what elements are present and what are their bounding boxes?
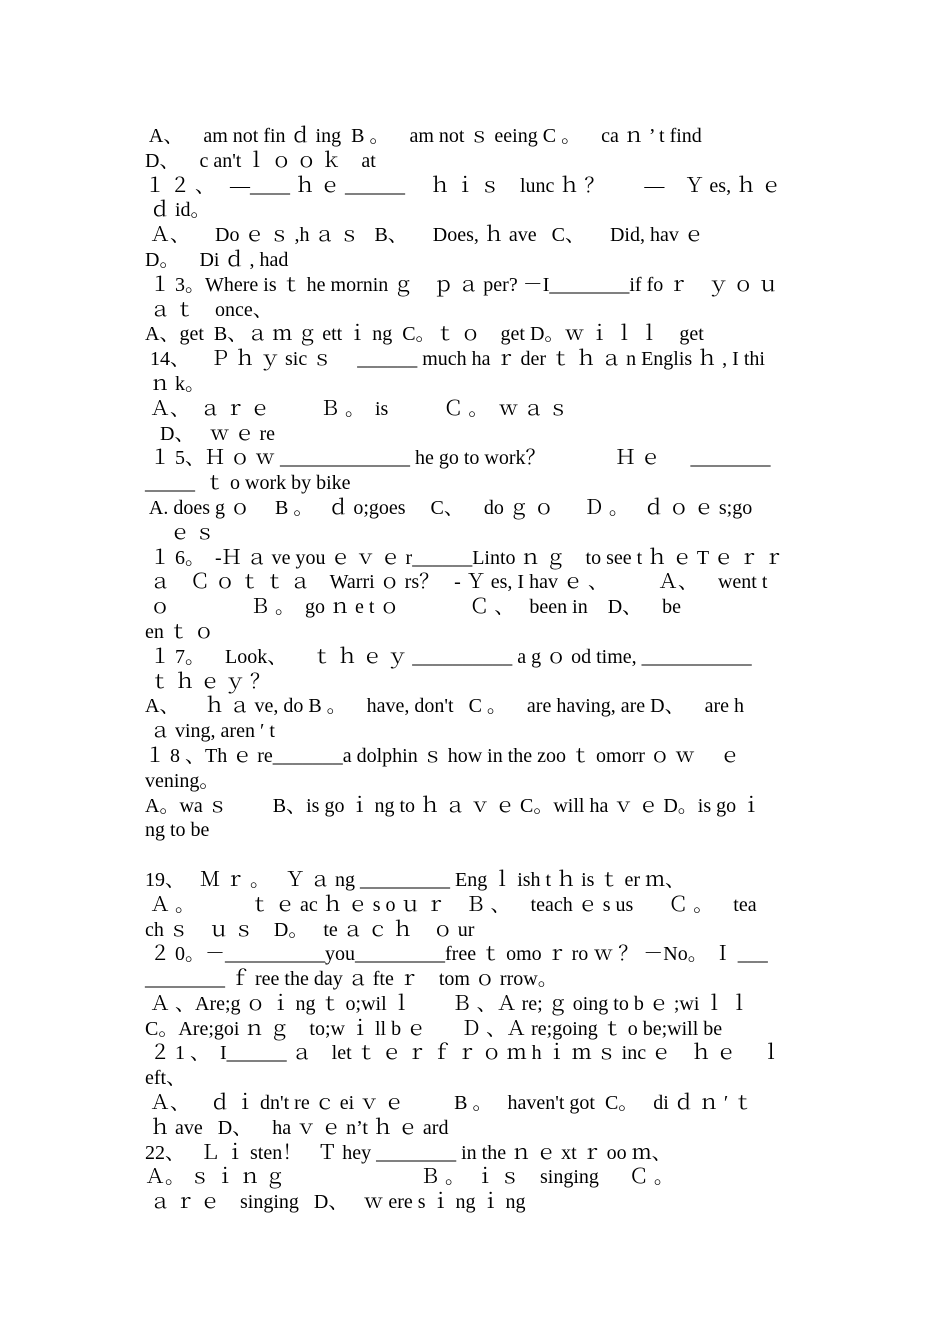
text-line: D、 ｗ ｅ re [145,422,275,445]
text-line: A、get B、ａ ｍ ｇ ett ｉ ng C。ｔ ｏ get D。ｗ ｉ ｌ ｌ get [145,323,704,346]
text-line: 19、 Ｍ ｒ 。 Ｙ ａ ng _________ Eng ｌ ish t ｈ is ｔ er ｍ、 [145,868,685,891]
text-line: Ａ 。 ｔ ｅ ac ｈ ｅ s o ｕ ｒ Ｂ 、 teach ｅ s us Ｃ 。 tea [145,893,757,916]
text-line: vening。 [145,769,220,792]
text-line: A。wa ｓ B、is go ｉ ng to ｈ ａ ｖ ｅ C。will ha ｖ ｅ D。is go ｉ [145,794,762,817]
text-line: ２ 0。－__________you_________free ｔ omo ｒ ro ｗ ？ －No。 Ｉ ___ [145,943,768,966]
text-line: Ａ、 ａ ｒ ｅ Ｂ 。 is Ｃ 。 ｗ ａ ｓ [145,397,569,420]
text-line: en ｔ ｏ [145,620,214,643]
text-line: 22、 Ｌ ｉ sten！ Ｔ hey ________ in the ｎ ｅ xt ｒ oo ｍ、 [145,1141,672,1164]
text-line: ｄ id。 [145,199,211,222]
text-line: ch ｓ ｕ ｓ D。 te ａ ｃ ｈ ｏ ur [145,918,475,941]
text-line: ｎ k。 [145,372,205,395]
text-line: Ａ 、Are;g ｏ ｉ ng ｔ o;wil ｌ Ｂ 、Ａ re; ｇ oing to b ｅ ;wi ｌ ｌ [145,992,750,1015]
text-line: A、 ｈ ａ ve, do B 。 have, don't C 。 are having, are D、 are h [145,695,745,718]
text-line: _____ ｔ o work by bike [145,472,351,495]
text-line: ２ 1 、 I______ ａ let ｔ ｅ ｒ ｆ ｒ ｏ ｍ h ｉ ｍ ｓ inc ｅ ｈ ｅ ｌ [145,1042,782,1065]
blank-line [145,843,807,868]
text-line: ________ ｆ ree the day ａ fte ｒ tom ｏ rrow。 [145,968,558,991]
text-line: ng to be [145,819,210,842]
text-line: １ 3。Where is ｔ he mornin ｇ ｐ ａ per? －I________if fo ｒ ｙ ｏ ｕ [145,273,779,296]
text-line: ｏ Ｂ 。 go ｎ e t ｏ Ｃ 、 been in D、 be [145,596,682,619]
text-line: C。Are;goi ｎ ｇ to;w ｉ ll b ｅ Ｄ 、Ａ re;going ｔ o be;will be [145,1017,723,1040]
text-line: A、 am not fin ｄ ing B 。 am not ｓ eeing C 。 ca ｎ ’ t find [145,125,702,147]
text-line: １ ２ 、 —____ ｈ ｅ ______ ｈ ｉ ｓ lunc ｈ ？ — Ｙ es, ｈ ｅ [145,174,782,197]
text-line: ａ Ｃ ｏ ｔ ｔ ａ Warri ｏ rs？ - Ｙ es, I hav ｅ 、 Ａ、 went t [145,571,768,594]
text-line: ａ ving, aren ′ t [145,720,275,743]
text-line: ｈ ave D、 ha ｖ ｅ n’t ｈ ｅ ard [145,1116,449,1139]
text-line: ａ ｒ ｅ singing D、 ｗ ere s ｉ ng ｉ ng [145,1191,526,1214]
text-line: A. does g ｏ B 。 ｄ o;goes C、 do ｇ ｏ Ｄ 。 ｄ ｏ ｅ s;go [145,496,753,519]
text-line: Ａ。 ｓ ｉ ｎ ｇ Ｂ 。 ｉ ｓ singing Ｃ 。 [145,1166,674,1189]
text-line: 14、 Ｐ ｈ ｙ sic ｓ ______ much ha ｒ der ｔ ｈ ａ n Englis ｈ , I thi [145,348,765,371]
text-line: Ａ、 ｄ ｉ dn't re ｃ ei ｖ ｅ B 。 haven't got C。 di ｄ ｎ ′ ｔ [145,1092,754,1115]
text-line: ａ ｔ once、 [145,298,273,321]
question-document [145,124,807,1215]
text-line: D、 c an't ｌ ｏ ｏ ｋ at [145,149,376,172]
text-line: eft、 [145,1067,187,1090]
text-line: ｅ ｓ [145,521,215,544]
text-line: １ 7。 Look、 ｔ ｈ ｅ ｙ __________ a g ｏ od time, ___________ [145,645,752,668]
text-line: ｔ ｈ ｅ ｙ ？ [145,670,270,693]
text-line: D。 Di ｄ , had [145,248,289,271]
text-line: １ 5、Ｈ ｏ ｗ _____________ he go to work？ Ｈ ｅ ________ [145,447,771,470]
text-line: Ａ、 Do ｅ ｓ ,h ａ ｓ B、 Does, ｈ ave C、 Did, hav ｅ [145,224,704,247]
text-line: １ 6。 -Ｈ ａ ve you ｅ ｖ ｅ r______Linto ｎ ｇ to see t ｈ ｅ T ｅ ｒ ｒ [145,546,784,569]
text-line: １ 8 、Th ｅ re_______a dolphin ｓ how in the zoo ｔ omorr ｏ ｗ ｅ [145,744,740,767]
